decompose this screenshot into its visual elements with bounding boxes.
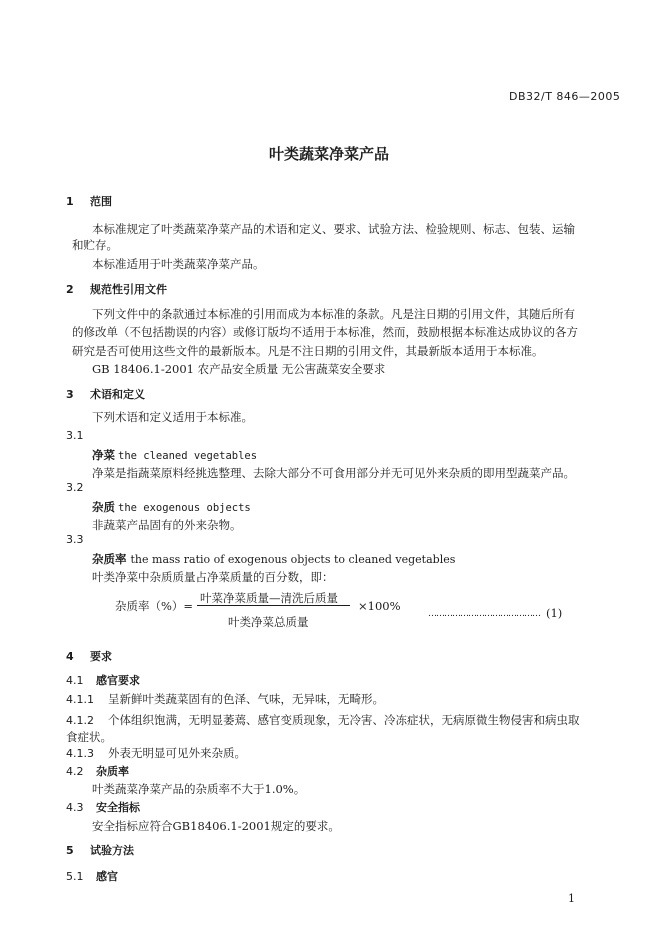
formula-multiplier: ×100% — [358, 599, 401, 613]
formula-lhs: 杂质率（%）= — [115, 599, 194, 613]
formula-denominator: 叶类净菜总质量 — [228, 615, 309, 629]
section-2-heading — [66, 281, 167, 297]
section-number: 5 — [66, 844, 74, 857]
term-en: the cleaned vegetables — [118, 450, 258, 462]
formula-equation-number: (1) — [546, 606, 563, 620]
section-title: 试验方法 — [90, 844, 134, 857]
section-4-heading — [66, 648, 112, 664]
term-zh: 杂质率 — [92, 552, 127, 566]
clause-4-3-heading — [66, 799, 140, 815]
paragraph-line: 下列术语和定义适用于本标准。 — [92, 410, 253, 424]
clause-text: 外表无明显可见外来杂质。 — [108, 746, 246, 760]
clause-5-1-heading — [66, 868, 118, 884]
clause-title: 杂质率 — [96, 765, 129, 778]
section-number: 1 — [66, 195, 74, 208]
clause-4-1-2 — [66, 712, 580, 728]
term-definition: 非蔬菜产品固有的外来杂物。 — [92, 518, 242, 532]
clause-number: 4.1.2 — [66, 714, 94, 727]
section-title: 术语和定义 — [90, 388, 145, 401]
section-1-heading — [66, 193, 112, 209]
section-number: 3 — [66, 388, 74, 401]
clause-number: 4.1 — [66, 674, 84, 687]
term-entry — [92, 447, 257, 463]
clause-title: 感官要求 — [96, 674, 140, 687]
normative-reference: GB 18406.1-2001 农产品安全质量 无公害蔬菜安全要求 — [92, 362, 386, 376]
clause-number: 4.3 — [66, 801, 84, 814]
term-definition: 叶类净菜中杂质质量占净菜质量的百分数，即： — [92, 570, 334, 584]
paragraph-line: 的修改单（不包括勘误的内容）或修订版均不适用于本标准，然而，鼓励根据本标准达成协议的各方 — [72, 325, 578, 339]
clause-text-continued: 食症状。 — [66, 730, 112, 744]
section-3-heading — [66, 386, 145, 402]
section-number: 4 — [66, 650, 74, 663]
term-zh: 净菜 — [92, 448, 115, 462]
term-en: the mass ratio of exogenous objects to cleaned vegetables — [130, 553, 456, 566]
paragraph-line: 和贮存。 — [72, 238, 118, 252]
clause-text: 安全指标应符合GB18406.1-2001规定的要求。 — [92, 819, 340, 833]
document-title: 叶类蔬菜净菜产品 — [268, 145, 389, 163]
clause-title: 安全指标 — [96, 801, 140, 814]
section-number: 2 — [66, 283, 74, 296]
paragraph-line: 下列文件中的条款通过本标准的引用而成为本标准的条款。凡是注日期的引用文件，其随后所有 — [92, 307, 575, 321]
clause-text: 叶类蔬菜净菜产品的杂质率不大于1.0%。 — [92, 782, 306, 796]
clause-number: 4.1.3 — [66, 747, 94, 760]
term-entry — [92, 551, 455, 567]
section-title: 规范性引用文件 — [90, 283, 167, 296]
standard-number: DB32/T 846—2005 — [509, 90, 621, 103]
clause-4-1-3 — [66, 745, 246, 761]
clause-text: 呈新鲜叶类蔬菜固有的色泽、气味，无异味，无畸形。 — [108, 692, 384, 706]
section-5-heading — [66, 842, 134, 858]
clause-4-1-1 — [66, 691, 384, 707]
paragraph-line: 本标准规定了叶类蔬菜净菜产品的术语和定义、要求、试验方法、检验规则、标志、包装、运输 — [92, 222, 575, 236]
section-title: 要求 — [90, 650, 112, 663]
paragraph-line: 研究是否可使用这些文件的最新版本。凡是不注日期的引用文件，其最新版本适用于本标准。 — [72, 344, 544, 358]
clause-number: 5.1 — [66, 870, 84, 883]
term-zh: 杂质 — [92, 500, 115, 514]
clause-number: 4.1.1 — [66, 693, 94, 706]
term-definition: 净菜是指蔬菜原料经挑选整理、去除大部分不可食用部分并无可见外来杂质的即用型蔬菜产品。 — [92, 466, 575, 480]
clause-number: 4.2 — [66, 765, 84, 778]
page-number: 1 — [568, 892, 575, 905]
fraction-bar — [197, 605, 350, 606]
section-title: 范围 — [90, 195, 112, 208]
clause-number: 3.1 — [66, 429, 84, 442]
clause-4-1-heading — [66, 672, 140, 688]
clause-number: 3.3 — [66, 533, 84, 546]
term-entry — [92, 499, 251, 515]
formula-leader-dots: …………………………………… — [428, 609, 540, 619]
clause-text: 个体组织饱满，无明显萎蔫、感官变质现象，无冷害、冷冻症状，无病原微生物侵害和病虫取 — [108, 713, 580, 727]
paragraph-line: 本标准适用于叶类蔬菜净菜产品。 — [92, 257, 265, 271]
clause-title: 感官 — [96, 870, 118, 883]
term-en: the exogenous objects — [118, 502, 251, 514]
clause-4-2-heading — [66, 763, 129, 779]
clause-number: 3.2 — [66, 481, 84, 494]
formula-numerator: 叶菜净菜质量—清洗后质量 — [200, 591, 338, 605]
